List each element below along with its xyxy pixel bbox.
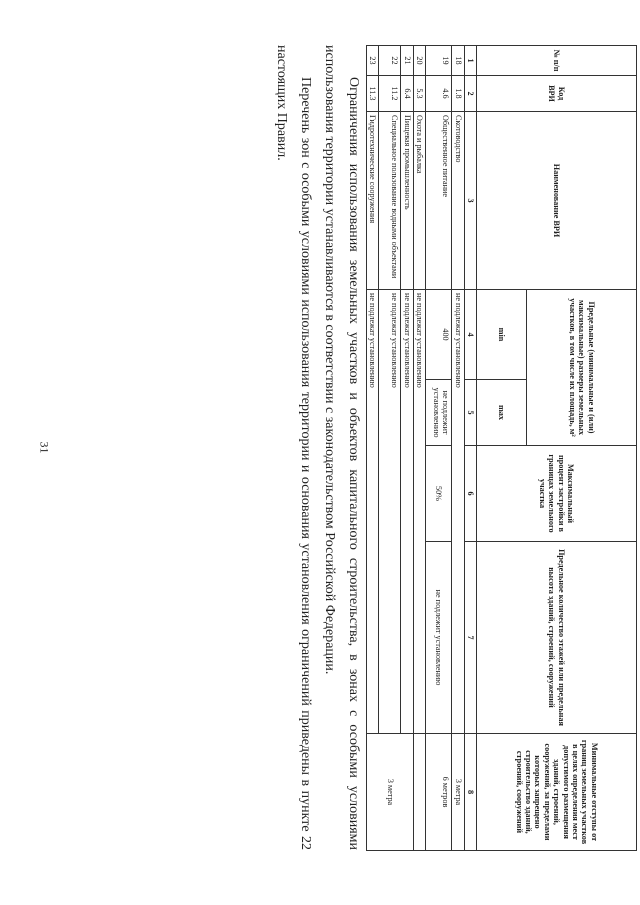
table-row [413,46,425,851]
landscape-content [52,45,637,850]
paragraph-restrictions: Ограничения использования земельных участков и объектов капитального строительства, в зонах с особыми условиями использования территории устанавливаются в соответствии с законодательством Российской Федерации. [322,45,361,850]
row-code: 11.2 [379,76,401,112]
row-floors: не подлежит установлению [426,542,452,734]
table-row [426,46,452,851]
header-num: № п/п [477,46,637,76]
row-name: Скотоводство [452,112,464,290]
header-percent: Максимальный процент застройки в границах земельного участка [477,446,637,542]
header-code: Код ВРИ [477,76,637,112]
column-number: 2 [464,76,476,112]
column-number: 5 [464,380,476,446]
row-num: 18 [452,46,464,76]
header-setback: Минимальные отступы от границ земельных участков в целях определения мест допустимого размещения зданий, строений, сооружений, за пределами которых запрещено строительство зданий, строений, сооружений [477,734,637,851]
row-name: Общественное питание [426,112,452,290]
row-code: 5.3 [413,76,425,112]
header-area-min: min [477,290,527,380]
header-area-max: max [477,380,527,446]
header-floors: Предельное количество этажей или предельная высота зданий, строений, сооружений [477,542,637,734]
row-code: 1.8 [452,76,464,112]
row-limits: не подлежат установлению [379,290,401,734]
row-limits: не подлежат установлению [366,290,378,734]
row-name: Специальное пользование водными объектами [379,112,401,290]
row-num: 19 [426,46,452,76]
row-setback: 6 метров [426,734,452,851]
row-setback: 3 метра [452,734,464,851]
row-limits: не подлежат установлению [452,290,464,734]
row-setback: 3 метра [366,734,413,851]
row-num: 22 [379,46,401,76]
row-code: 6.4 [401,76,413,112]
table-row [401,46,413,851]
table-row [379,46,401,851]
row-code: 4.6 [426,76,452,112]
row-code: 11.3 [366,76,378,112]
page-number: 31 [37,441,52,454]
row-area-max: не подлежит установлению [426,380,452,446]
row-name: Пищевая промышленность [401,112,413,290]
row-area-min: 400 [426,290,452,380]
row-num: 20 [413,46,425,76]
header-name: Наименование ВРИ [477,112,637,290]
body-text [269,45,365,850]
row-percent: 50% [426,446,452,542]
column-number: 8 [464,734,476,851]
column-number: 7 [464,542,476,734]
row-limits: не подлежат установлению [401,290,413,734]
table-row [452,46,464,851]
table-row [366,46,378,851]
row-num: 23 [366,46,378,76]
row-setback [413,734,425,851]
header-row [527,46,637,851]
row-limits: не подлежат установлению [413,290,425,734]
column-numbers-row [464,46,476,851]
header-area: Предельные (минимальные и (или) максимальные) размеры земельных участков, в том числе их площадь, м² [527,290,637,446]
column-number: 3 [464,112,476,290]
column-number: 6 [464,446,476,542]
column-number: 4 [464,290,476,380]
row-name: Гидротехнические сооружения [366,112,378,290]
row-name: Охота и рыбалка [413,112,425,290]
column-number: 1 [464,46,476,76]
row-num: 21 [401,46,413,76]
paragraph-zones-list: Перечень зон с особыми условиями использования территории и основания установления ограничений приведены в пункте 22 настоящих Правил. [274,45,313,850]
vri-table [366,45,637,851]
